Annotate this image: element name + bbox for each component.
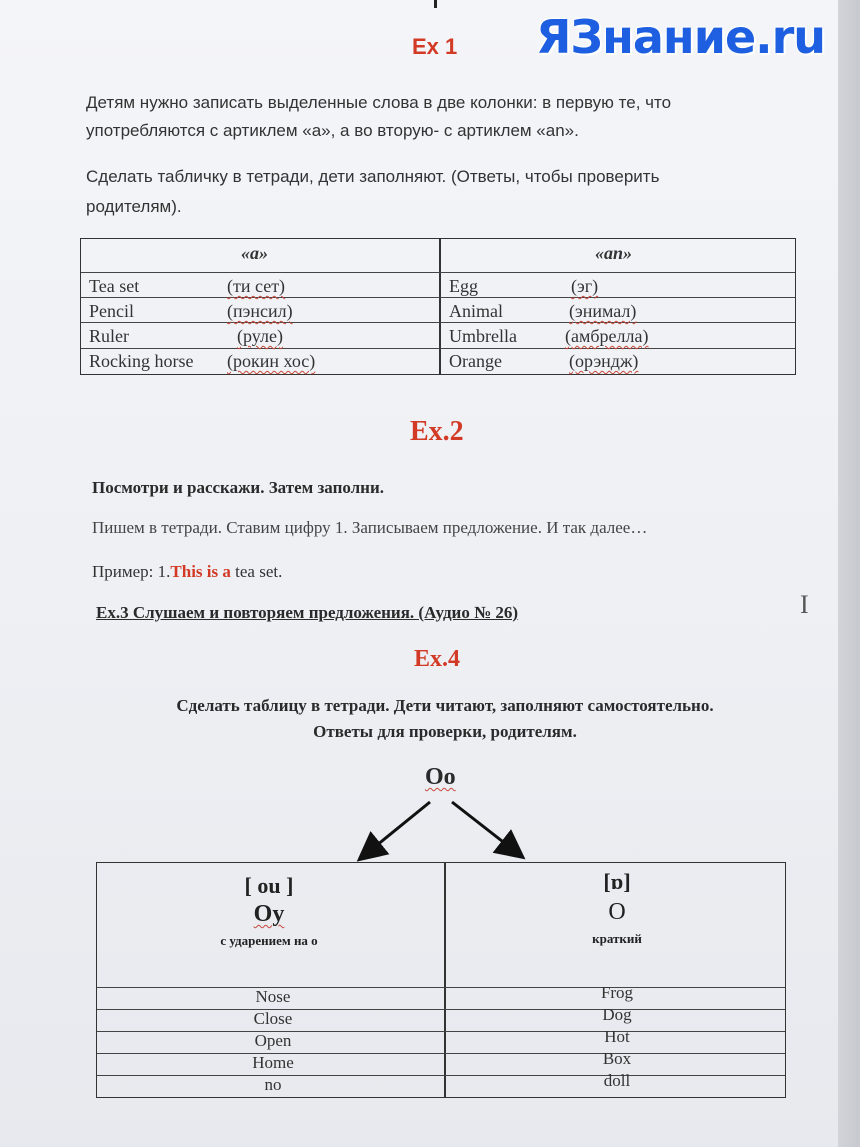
table-cell: (энимал) [569,301,637,321]
table-cell: Umbrella [449,326,517,346]
right-sound: O [608,899,626,925]
table-cell: (эг) [571,276,599,296]
table-cell: Rocking horse [89,351,194,371]
table-cell: (пэнсил) [227,301,293,321]
table-cell: no [264,1075,282,1094]
watermark-logo: ЯЗнание.ru [536,10,826,64]
top-mark [434,0,437,8]
table-cell: Pencil [89,301,134,321]
left-note: с ударением на o [220,933,318,948]
table-cell: Dog [602,1005,632,1024]
table-cell: Orange [449,351,502,371]
ex2-instruction: Посмотри и расскажи. Затем заполни. [92,478,385,497]
table-cell: Egg [449,276,478,296]
table-cell: (ти сет) [227,276,286,296]
article-table [80,238,796,375]
table-cell: Nose [255,987,291,1006]
ex2-line2: Пишем в тетради. Ставим цифру 1. Записываем предложение. И так далее… [92,518,648,537]
example-rest: tea set. [230,562,283,581]
right-transcription: [ɒ] [603,869,631,894]
table-cell: Animal [449,301,503,321]
ex4-line1: Сделать таблицу в тетради. Дети читают, заполняют самостоятельно. [176,696,714,715]
table-cell: Home [252,1053,294,1072]
example-highlight: This is a [170,562,231,581]
table-cell: (рокин хос) [227,351,316,371]
ex4-line2: Ответы для проверки, родителям. [313,722,577,741]
ex1-para1-line2: употребляются с артиклем «a», а во вторую- с артиклем «an». [86,121,579,140]
example-prefix: Пример: 1. [92,562,171,581]
letter-oo: Oo [425,764,456,790]
ex1-para1-line1: Детям нужно записать выделенные слова в две колонки: в первую те, что [86,93,672,112]
table-cell: (орэндж) [569,351,639,371]
table-cell: Box [602,1049,632,1068]
ex2-example [92,562,282,582]
table-cell: (руле) [237,326,283,346]
table-cell: Ruler [89,326,129,346]
left-transcription: [ ou ] [244,873,294,898]
header-an: «an» [595,243,633,263]
left-sound: Oy [253,901,285,927]
header-a: «a» [241,243,268,263]
ex4-title: Ex.4 [414,646,461,672]
right-note: краткий [592,931,642,946]
split-arrows [340,790,540,870]
ex1-para2-line2: родителям). [86,197,182,216]
ex3-text: Ex.3 Слушаем и повторяем предложения. (Аудио № 26) [96,603,519,622]
page-edge [838,0,860,1147]
ex1-title: Ex 1 [412,34,458,59]
text-cursor-icon: I [800,590,809,619]
table-cell: doll [603,1071,631,1090]
arrow-left-icon [366,802,430,854]
table-cell: (амбрелла) [565,326,649,346]
table-cell: Close [253,1009,293,1028]
table-cell: Open [254,1031,292,1050]
table-cell: Hot [604,1027,630,1046]
vowel-table [96,862,786,1098]
arrow-right-icon [452,802,516,852]
table-cell: Tea set [89,276,140,296]
ex2-title: Ex.2 [410,416,464,447]
table-cell: Frog [600,983,634,1002]
ex1-para2-line1: Сделать табличку в тетради, дети заполняют. (Ответы, чтобы проверить [86,167,660,186]
